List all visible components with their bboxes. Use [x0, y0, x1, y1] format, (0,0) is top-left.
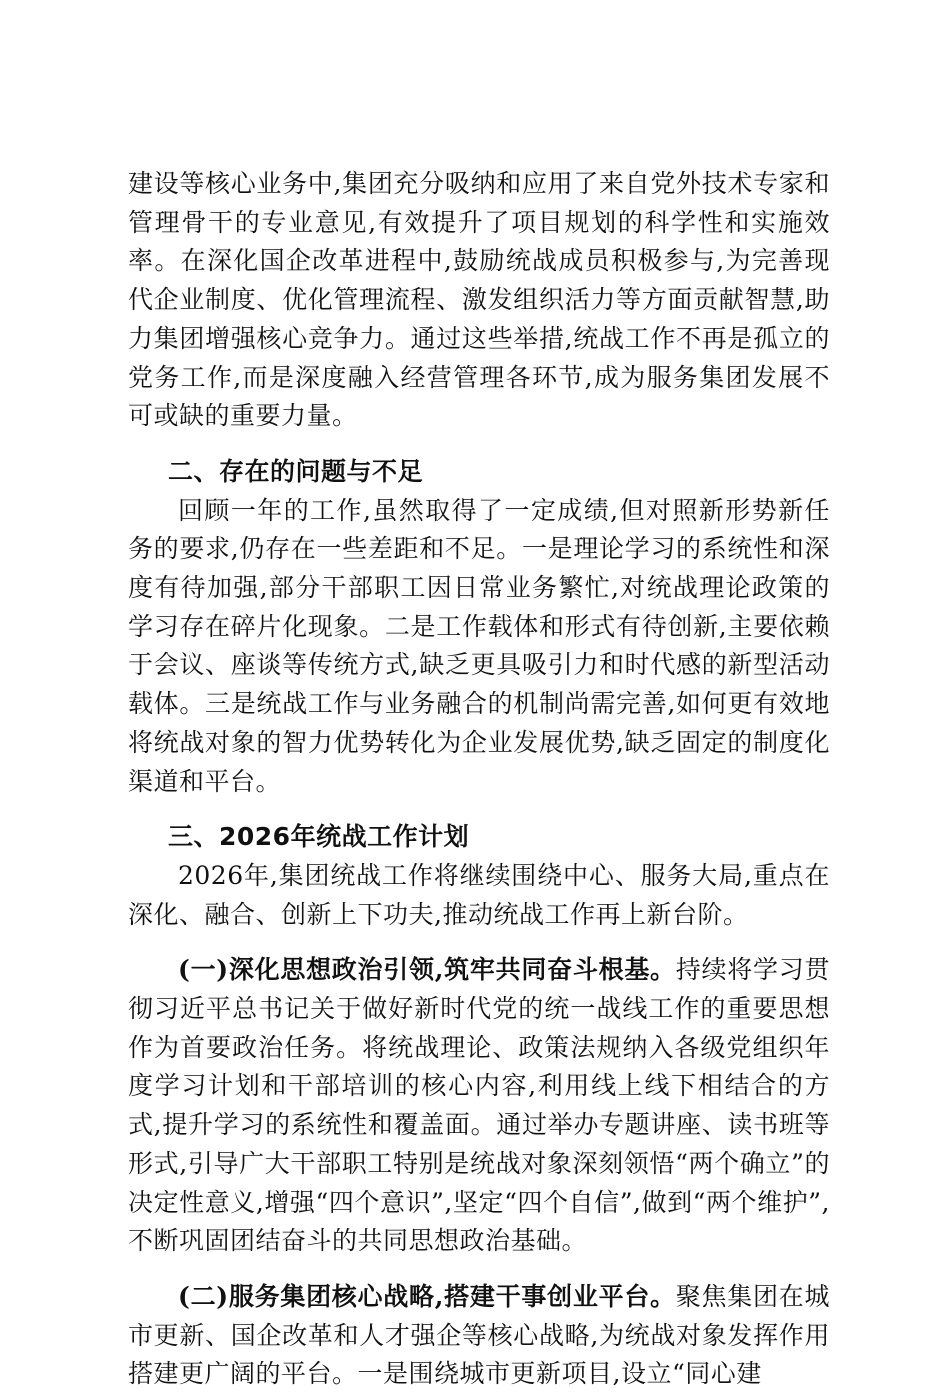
- section-heading-problems: 二、存在的问题与不足: [168, 456, 424, 486]
- document-page: [128, 165, 830, 1394]
- plan-item-1: [128, 951, 830, 1261]
- plan-item-1-body: 持续将学习贯彻习近平总书记关于做好新时代党的统一战线工作的重要思想作为首要政治任务。将统战理论、政策法规纳入各级党组织年度学习计划和干部培训的核心内容,利用线上线下相结合的方式,提升学习的系统性和覆盖面。通过举办专题讲座、读书班等形式,引导广大干部职工特别是统战对象深刻领悟“两个确立”的决定性意义,增强“四个意识”,坚定“四个自信”,做到“两个维护”,不断巩固团结奋斗的共同思想政治基础。: [128, 955, 830, 1256]
- plan-item-2-body: 聚焦集团在城市更新、国企改革和人才强企等核心战略,为统战对象发挥作用搭建更广阔的平台。一是围绕城市更新项目,设立“同心建: [128, 1281, 830, 1389]
- intro-paragraph: 建设等核心业务中,集团充分吸纳和应用了来自党外技术专家和管理骨干的专业意见,有效提升了项目规划的科学性和实施效率。在深化国企改革进程中,鼓励统战成员积极参与,为完善现代企业制度、优化管理流程、激发组织活力等方面贡献智慧,助力集团增强核心竞争力。通过这些举措,统战工作不再是孤立的党务工作,而是深度融入经营管理各环节,成为服务集团发展不可或缺的重要力量。: [128, 169, 830, 431]
- problems-paragraph: 回顾一年的工作,虽然取得了一定成绩,但对照新形势新任务的要求,仍存在一些差距和不足。一是理论学习的系统性和深度有待加强,部分干部职工因日常业务繁忙,对统战理论政策的学习存在碎片化现象。二是工作载体和形式有待创新,主要依赖于会议、座谈等传统方式,缺乏更具吸引力和时代感的新型活动载体。三是统战工作与业务融合的机制尚需完善,如何更有效地将统战对象的智力优势转化为企业发展优势,缺乏固定的制度化渠道和平台。: [128, 495, 830, 796]
- plan-item-1-lead: (一)深化思想政治引领,筑牢共同奋斗根基。: [178, 955, 676, 985]
- plan-item-2: [128, 1278, 830, 1394]
- plan-item-2-lead: (二)服务集团核心战略,搭建干事创业平台。: [178, 1281, 676, 1311]
- section-heading-plan: 三、2026年统战工作计划: [168, 822, 470, 852]
- plan-intro-paragraph: 2026年,集团统战工作将继续围绕中心、服务大局,重点在深化、融合、创新上下功夫,推动统战工作再上新台阶。: [128, 860, 830, 929]
